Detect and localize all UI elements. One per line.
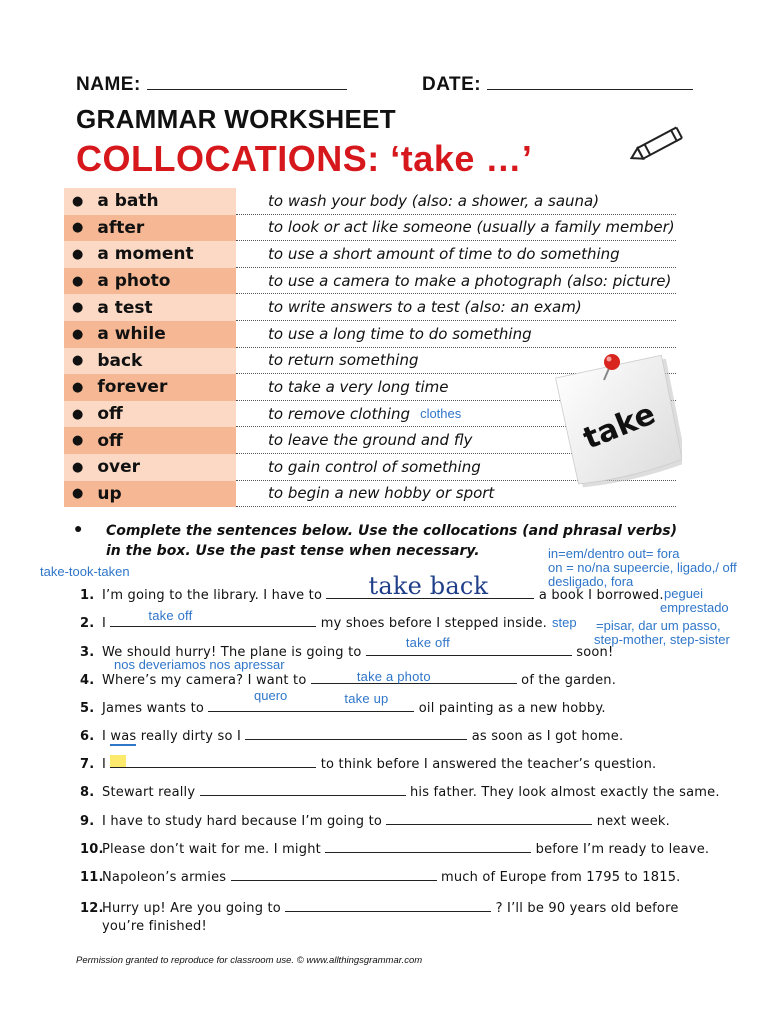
collocation-definition: to begin a new hobby or sport [236,481,676,508]
handwritten-answer: take back [368,572,489,600]
collocation-key: ● a photo [64,268,236,295]
table-row [64,294,676,321]
table-row [64,215,676,242]
sticky-note-image [552,340,682,490]
handwritten-note-pisar: =pisar, dar um passo, [596,618,721,633]
sentence-12-continued: you’re finished! [102,919,207,934]
collocation-definition: to use a long time to do something [236,321,676,348]
handwritten-answer: take a photo [356,669,431,684]
handwritten-note-emprestado: emprestado [660,600,729,615]
answer-blank[interactable] [326,572,534,600]
instructions: Complete the sentences below. Use the collocations (and phrasal verbs) in the box. Use the past tense when necessary. [106,523,678,559]
date-line[interactable] [487,75,693,90]
handwritten-note-in-out: in=em/dentro out= fora [548,546,680,561]
collocation-key: ● off [64,401,236,428]
collocation-definition: to gain control of something [236,454,676,481]
worksheet-title: GRAMMAR WORKSHEET [76,104,396,134]
answer-blank[interactable] [285,899,491,912]
collocation-definition: to look or act like someone (usually a family member) [236,215,676,242]
handwritten-note-desligado: desligado, fora [548,574,634,589]
handwritten-note-stepmother: step-mother, step-sister [594,632,730,647]
sentence-11: 11.Napoleon’s armies much of Europe from 1795 to 1815. [80,870,681,885]
collocation-key: ● a bath [64,188,236,215]
collocation-key: ● over [64,454,236,481]
name-label: NAME: [76,74,141,95]
collocation-definition: to remove clothing clothes [236,401,676,428]
collocation-definition: to use a camera to make a photograph (also: picture) [236,268,676,295]
collocation-key: ● a while [64,321,236,348]
answer-blank[interactable] [200,783,406,796]
handwritten-note-clothes: clothes [420,406,462,422]
collocation-definition: to write answers to a test (also: an exam) [236,294,676,321]
answer-blank[interactable] [231,868,437,881]
collocation-key: ● after [64,215,236,242]
table-row [64,241,676,268]
table-row [64,268,676,295]
date-field[interactable] [422,74,693,96]
answer-blank[interactable] [110,608,316,627]
handwritten-note-take-forms: take-took-taken [40,564,130,579]
handwritten-note-step: step [552,615,577,630]
handwritten-note-quero: quero [254,688,288,703]
answer-blank[interactable] [245,727,467,740]
sentence-7: 7. I to think before I answered the teacher’s question. [80,757,657,772]
collocation-key: ● off [64,427,236,454]
handwritten-note-peguei: peguei [664,586,704,601]
collocation-key: ● back [64,348,236,375]
handwritten-note-on-off: on = no/na supeercie, ligado,/ off [548,560,737,575]
sentence-9: 9. I have to study hard because I’m going to next week. [80,814,670,829]
collocation-key: ● up [64,481,236,508]
collocations-title: COLLOCATIONS: ‘take …’ [76,138,533,179]
collocation-definition: to wash your body (also: a shower, a sauna) [236,188,676,215]
sentence-2: 2. I take off my shoes before I stepped inside. [80,608,548,631]
handwritten-answer: take up [344,691,389,706]
answer-blank[interactable] [386,812,592,825]
name-line[interactable] [147,75,347,90]
table-row [64,188,676,215]
collocation-key: ● a test [64,294,236,321]
handwritten-answer: take off [405,635,450,650]
sentence-10: 10.Please don’t wait for me. I might before I’m ready to leave. [80,842,710,857]
collocation-key: ● forever [64,374,236,401]
name-field[interactable] [76,74,347,96]
sticky-note-text: take [578,396,661,457]
collocation-key: ● a moment [64,241,236,268]
answer-blank[interactable] [366,635,572,656]
answer-blank[interactable] [110,755,316,768]
sentence-6: 6. I was really dirty so I as soon as I got home. [80,729,624,744]
date-label: DATE: [422,74,482,95]
collocation-definition: to return something [236,348,676,375]
sentence-3: 3. We should hurry! The plane is going to take off soon! [80,635,614,660]
collocation-definition: to use a short amount of time to do something [236,241,676,268]
pencil-icon [628,124,688,164]
pushpin-icon [604,354,620,370]
underlined-word: was [110,729,137,744]
collocation-definition: to take a very long time [236,374,676,401]
collocation-definition: to leave the ground and fly [236,427,676,454]
answer-blank[interactable] [325,840,531,853]
handwritten-answer: take off [148,608,193,623]
handwritten-note-nos: nos deveriamos nos apressar [114,657,285,672]
sentence-12: 12.Hurry up! Are you going to ? I’ll be 90 years old before [80,901,679,916]
answer-blank[interactable] [311,671,517,684]
footer-permission: Permission granted to reproduce for classroom use. © www.allthingsgrammar.com [76,955,423,966]
sentence-4: 4. Where’s my camera? I want to take a photo of the garden. [80,669,617,688]
sentence-1: 1. I’m going to the library. I have to take back a book I borrowed. [80,572,664,603]
instruction-bullet: ● [74,520,83,536]
sentence-5: 5. James wants to take up oil painting as a new hobby. [80,691,606,716]
sentence-8: 8. Stewart really his father. They look almost exactly the same. [80,785,720,800]
